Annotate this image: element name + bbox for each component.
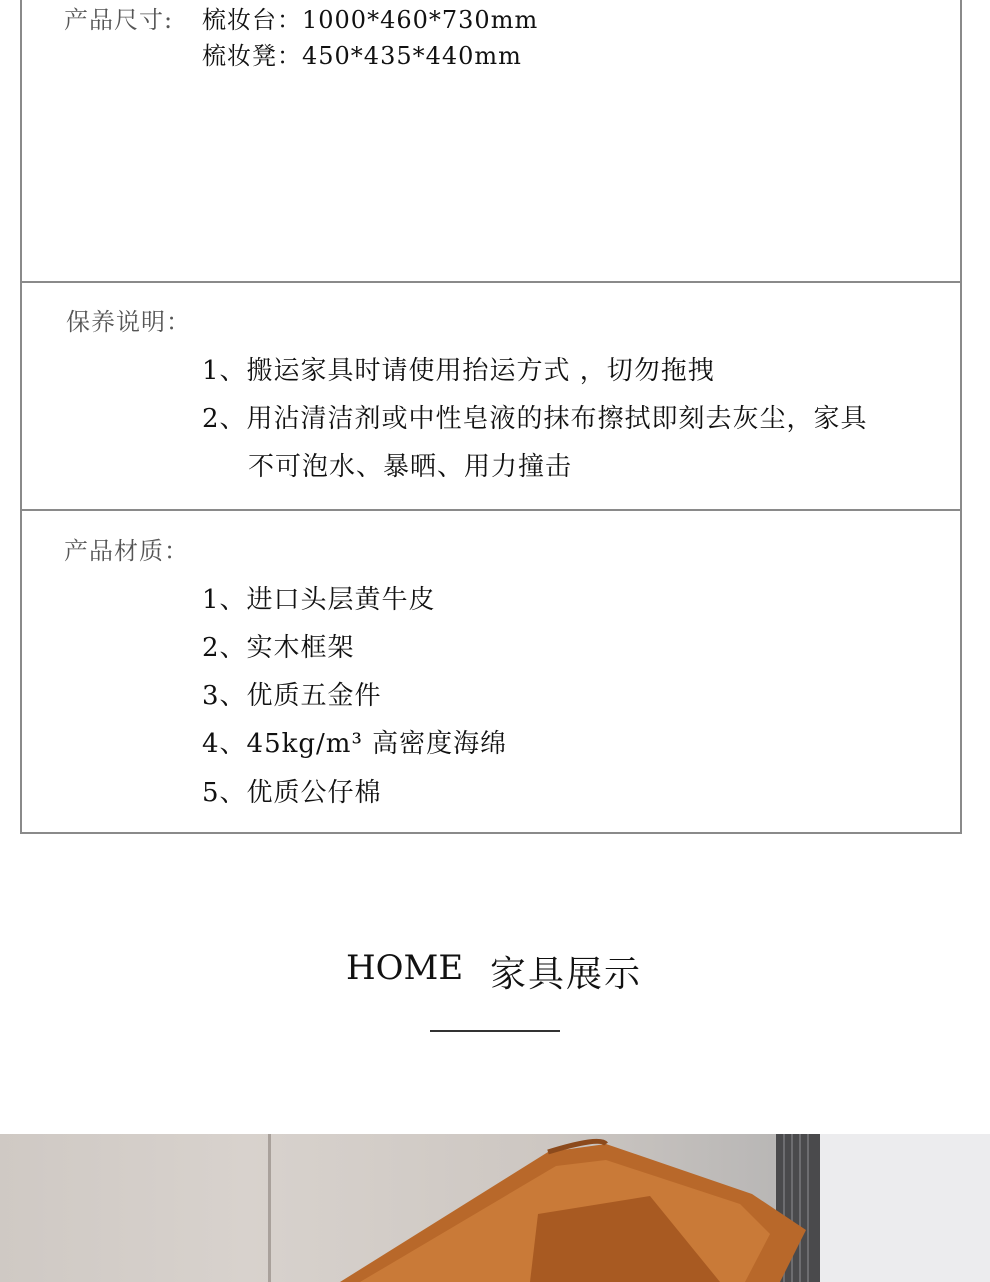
showcase-title-cn: 家具展示 bbox=[490, 954, 643, 995]
size-line-dressing-table: 梳妆台：1000*460*730mm bbox=[202, 6, 539, 34]
size-label: 产品尺寸: bbox=[64, 6, 174, 34]
showcase-title-en: HOME bbox=[346, 948, 464, 988]
wall-panel bbox=[820, 1134, 990, 1282]
care-item: 2、用沾清洁剂或中性皂液的抹布擦拭即刻去灰尘，家具 bbox=[202, 404, 868, 434]
material-item: 1、进口头层黄牛皮 bbox=[202, 585, 436, 615]
size-line-stool: 梳妆凳：450*435*440mm bbox=[202, 42, 522, 70]
wall-seam bbox=[268, 1134, 271, 1282]
care-item: 1、搬运家具时请使用抬运方式 ，切勿拖拽 bbox=[202, 356, 715, 386]
material-label: 产品材质： bbox=[64, 537, 189, 565]
material-item: 2、实木框架 bbox=[202, 633, 355, 663]
material-item: 5、优质公仔棉 bbox=[202, 778, 382, 808]
title-underline bbox=[430, 1030, 560, 1032]
spec-table bbox=[20, 0, 962, 834]
furniture-photo-illustration bbox=[0, 1134, 990, 1282]
material-item: 4、45kg/m³ 高密度海绵 bbox=[202, 729, 508, 759]
care-item-continued: 不可泡水、暴晒、用力撞击 bbox=[248, 452, 573, 482]
material-item: 3、优质五金件 bbox=[202, 681, 382, 711]
row-divider bbox=[22, 509, 960, 511]
row-divider bbox=[22, 281, 960, 283]
care-label: 保养说明： bbox=[66, 308, 191, 336]
furniture-photo bbox=[0, 1134, 990, 1282]
